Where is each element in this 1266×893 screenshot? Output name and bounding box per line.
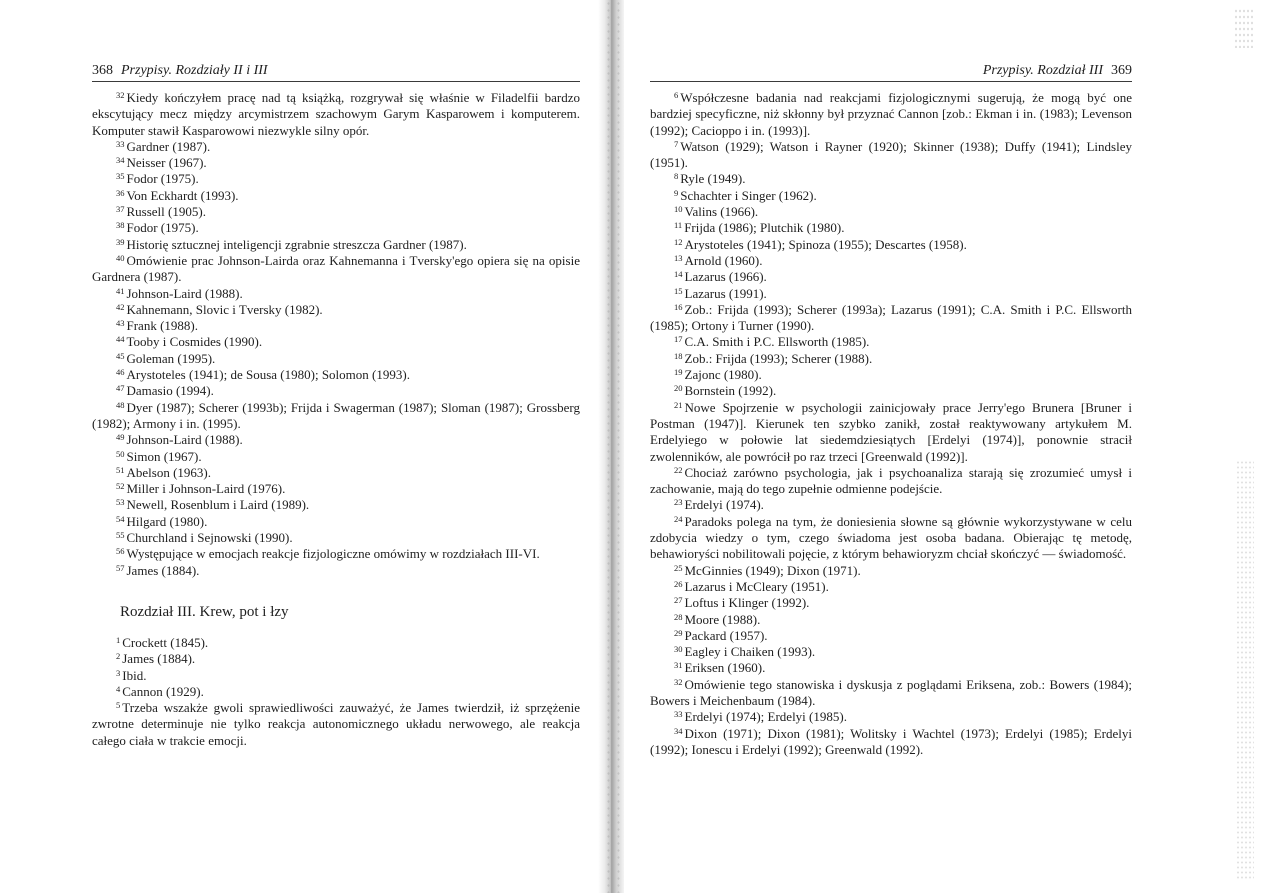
footnote-number: 38: [116, 220, 125, 231]
footnote: [650, 90, 1132, 139]
footnote-text: James (1884).: [126, 562, 200, 578]
footnote-text: Lazarus i McCleary (1951).: [684, 578, 829, 594]
footnote-text: Frank (1988).: [126, 318, 198, 334]
footnote-number: 21: [674, 399, 683, 410]
footnote-text: Dyer (1987); Scherer (1993b); Frijda i Swagerman (1987); Sloman (1987); Grossberg (1982); Armony i in. (1995).: [92, 399, 580, 431]
footnote-number: 50: [116, 448, 125, 459]
footnote-number: 35: [116, 171, 125, 182]
footnote-text: Newell, Rosenblum i Laird (1989).: [126, 497, 310, 513]
footnote-number: 24: [674, 513, 683, 524]
footnote: [650, 286, 1132, 302]
footnote: [92, 563, 580, 579]
footnote-number: 2: [116, 651, 121, 662]
footnote-text: Moore (1988).: [684, 611, 761, 627]
footnote-number: 20: [674, 383, 683, 394]
footnote: [92, 204, 580, 220]
footnotes-list: [650, 90, 1132, 758]
footnote-text: Damasio (1994).: [126, 383, 214, 399]
footnote: [92, 334, 580, 350]
footnote-text: Kiedy kończyłem pracę nad tą książką, rozgrywał się właśnie w Filadelfii bardzo ekscytujący mecz między arcymistrzem szachowym Garym Kasparowem i komputerem. Komputer stawił Kasparowowi niezwykle silny opór.: [92, 90, 580, 138]
footnote-number: 26: [674, 578, 683, 589]
footnote-number: 5: [116, 700, 121, 711]
left-page: [92, 62, 580, 749]
footnote-number: 28: [674, 611, 683, 622]
footnote-number: 53: [116, 497, 125, 508]
footnote-number: 19: [674, 367, 683, 378]
footnote: [650, 677, 1132, 710]
page-number: 369: [1111, 63, 1132, 78]
footnote: [650, 400, 1132, 465]
footnote-text: Dixon (1971); Dixon (1981); Wolitsky i Wachtel (1973); Erdelyi (1985); Erdelyi (1992); Ionescu i Erdelyi (1992); Greenwald (1992).: [650, 725, 1132, 757]
footnote-number: 40: [116, 252, 125, 263]
footnote-number: 7: [674, 138, 679, 149]
footnote: [92, 546, 580, 562]
footnote: [92, 497, 580, 513]
chapter-heading: Rozdział III. Krew, pot i łzy: [120, 603, 289, 620]
footnote: [650, 237, 1132, 253]
footnote: [650, 367, 1132, 383]
footnote: [92, 286, 580, 302]
footnote-number: 49: [116, 432, 125, 443]
footnote-number: 6: [674, 90, 679, 100]
footnote-number: 25: [674, 562, 683, 573]
footnote-text: Zajonc (1980).: [684, 367, 762, 383]
footnote-text: Loftus i Klinger (1992).: [684, 595, 810, 611]
footnote: [650, 334, 1132, 350]
footnote: [650, 253, 1132, 269]
gutter-scan-noise: [606, 0, 612, 893]
footnote-number: 9: [674, 187, 679, 198]
footnote: [92, 530, 580, 546]
footnote-text: Johnson-Laird (1988).: [126, 432, 243, 448]
footnote: [92, 383, 580, 399]
footnote: [650, 612, 1132, 628]
footnote: [92, 367, 580, 383]
footnote: [650, 139, 1132, 172]
footnote-number: 55: [116, 530, 125, 541]
footnote: [92, 90, 580, 139]
footnote-text: C.A. Smith i P.C. Ellsworth (1985).: [684, 334, 870, 350]
footnote: [650, 188, 1132, 204]
footnote-number: 45: [116, 350, 125, 361]
footnote-text: Trzeba wszakże gwoli sprawiedliwości zauważyć, że James twierdził, iż sprzężenie zwrotne determinuje nie tylko reakcja autonomicznego układu nerwowego, ale reakcja całego ciała w trakcie emocji.: [92, 700, 580, 748]
footnote-text: Eagley i Chaiken (1993).: [684, 644, 816, 660]
right-page: [650, 62, 1132, 758]
footnote-text: Russell (1905).: [126, 204, 206, 220]
footnote-number: 27: [674, 595, 683, 606]
footnote-number: 48: [116, 399, 125, 410]
footnote-number: 16: [674, 301, 683, 312]
footnote: [650, 269, 1132, 285]
footnote: [650, 709, 1132, 725]
running-head-right: [650, 62, 1132, 82]
footnote-text: Kahnemann, Slovic i Tversky (1982).: [126, 301, 323, 317]
scan-corner-noise: [1234, 8, 1254, 48]
footnote-number: 11: [674, 220, 683, 231]
footnote: [92, 351, 580, 367]
footnote: [650, 220, 1132, 236]
footnote-text: Arystoteles (1941); de Sousa (1980); Solomon (1993).: [126, 367, 410, 383]
footnote: [92, 220, 580, 236]
footnote: [650, 465, 1132, 498]
footnote-number: 39: [116, 236, 125, 247]
footnote: [650, 497, 1132, 513]
footnote-text: Lazarus (1991).: [684, 285, 767, 301]
footnote-text: Ryle (1949).: [680, 171, 746, 187]
footnote-text: Arnold (1960).: [684, 252, 763, 268]
footnote-number: 33: [116, 138, 125, 149]
footnote: [650, 726, 1132, 759]
footnote-number: 34: [116, 155, 125, 166]
footnote-text: Omówienie tego stanowiska i dyskusja z poglądami Eriksena, zob.: Bowers (1984); Bowers i Meichenbaum (1984).: [650, 676, 1132, 708]
footnote-text: Crockett (1845).: [122, 634, 209, 650]
footnote-text: Valins (1966).: [684, 204, 759, 220]
footnote-text: Bornstein (1992).: [684, 383, 777, 399]
footnote-text: Goleman (1995).: [126, 350, 216, 366]
footnote-number: 29: [674, 627, 683, 638]
footnotes-list: [92, 90, 580, 579]
footnote-number: 46: [116, 367, 125, 378]
footnote: [650, 595, 1132, 611]
footnote-text: Erdelyi (1974); Erdelyi (1985).: [684, 709, 847, 725]
footnote-text: James (1884).: [122, 651, 196, 667]
footnote-number: 14: [674, 269, 683, 280]
footnote-number: 43: [116, 318, 125, 329]
gutter-scan-noise: [616, 0, 622, 893]
footnote-number: 23: [674, 497, 683, 508]
footnote: [92, 318, 580, 334]
footnote-text: Występujące w emocjach reakcje fizjologiczne omówimy w rozdziałach III-VI.: [126, 546, 540, 562]
footnote-text: Zob.: Frijda (1993); Scherer (1988).: [684, 350, 873, 366]
footnote-text: Historię sztucznej inteligencji zgrabnie streszcza Gardner (1987).: [126, 236, 467, 252]
footnote-text: Współczesne badania nad reakcjami fizjologicznymi sugerują, że mogą być one bardziej specyficzne, niż skłonny był przyznać Cannon [zob.: Ekman i in. (1983); Levenson (1992); Cacioppo i in. (1993)].: [650, 90, 1132, 138]
footnote: [92, 465, 580, 481]
footnote-number: 33: [674, 709, 683, 720]
footnote-text: Zob.: Frijda (1993); Scherer (1993a); Lazarus (1991); C.A. Smith i P.C. Ellsworth (1985); Ortony i Turner (1990).: [650, 301, 1132, 334]
footnote-text: Frijda (1986); Plutchik (1980).: [684, 220, 845, 236]
footnote: [650, 660, 1132, 676]
footnote: [650, 171, 1132, 187]
footnote-number: 8: [674, 171, 679, 182]
footnote-number: 57: [116, 562, 125, 573]
running-head-left: [92, 62, 580, 82]
footnote: [92, 684, 580, 700]
footnote-text: McGinnies (1949); Dixon (1971).: [684, 562, 861, 578]
footnote-number: 36: [116, 187, 125, 198]
footnote-text: Gardner (1987).: [126, 138, 211, 154]
footnote-number: 32: [116, 90, 125, 100]
footnote-text: Omówienie prac Johnson-Lairda oraz Kahnemanna i Tversky'ego opiera się na opisie Gardnera (1987).: [92, 252, 580, 285]
footnote-number: 47: [116, 383, 125, 394]
footnote: [92, 651, 580, 667]
footnote-number: 15: [674, 285, 683, 296]
running-title: Przypisy. Rozdział III: [982, 63, 1103, 78]
footnote-text: Tooby i Cosmides (1990).: [126, 334, 263, 350]
footnote-text: Nowe Spojrzenie w psychologii zainicjowały prace Jerry'ego Brunera [Bruner i Postman (1947)]. Kierunek ten szybko zanikł, został reaktywowany artykułem M. Erdelyiego w połowie lat siedemdziesiątych [Erdelyi (1974)], ponownie stracił zwolenników, ale powrócił po raz trzeci [Greenwald (1992)].: [650, 399, 1132, 464]
footnote-text: Ibid.: [122, 667, 147, 683]
footnote: [650, 383, 1132, 399]
footnote-number: 1: [116, 634, 121, 645]
footnote: [650, 563, 1132, 579]
footnote-number: 30: [674, 644, 683, 655]
footnote-number: 42: [116, 301, 125, 312]
footnote-number: 12: [674, 236, 683, 247]
footnote: [650, 644, 1132, 660]
footnote-number: 56: [116, 546, 125, 557]
footnote-text: Schachter i Singer (1962).: [680, 187, 817, 203]
footnote: [92, 237, 580, 253]
footnote-number: 44: [116, 334, 125, 345]
footnote-number: 22: [674, 464, 683, 475]
footnote-text: Johnson-Laird (1988).: [126, 285, 243, 301]
footnote-text: Erdelyi (1974).: [684, 497, 764, 513]
footnote: [92, 635, 580, 651]
footnote: [92, 302, 580, 318]
footnote: [92, 139, 580, 155]
footnote: [92, 171, 580, 187]
footnote-number: 37: [116, 204, 125, 215]
footnote: [92, 700, 580, 749]
footnote-text: Fodor (1975).: [126, 171, 199, 187]
footnote: [92, 481, 580, 497]
footnote-number: 13: [674, 252, 683, 263]
footnote-number: 10: [674, 204, 683, 215]
footnote-number: 51: [116, 464, 125, 475]
footnote-number: 4: [116, 683, 121, 694]
footnote-text: Eriksen (1960).: [684, 660, 766, 676]
page-number: 368: [92, 63, 113, 78]
footnote: [650, 351, 1132, 367]
footnote: [650, 628, 1132, 644]
footnote-number: 3: [116, 667, 121, 678]
footnote-text: Lazarus (1966).: [684, 269, 767, 285]
footnote-text: Chociaż zarówno psychologia, jak i psychoanaliza starają się zrozumieć umysł i zachowanie, mają do tego zupełnie odmienne podejście.: [650, 464, 1132, 497]
footnote-text: Von Eckhardt (1993).: [126, 187, 239, 203]
footnote-text: Miller i Johnson-Laird (1976).: [126, 481, 286, 497]
footnote-number: 41: [116, 285, 125, 296]
footnote: [650, 579, 1132, 595]
footnote: [92, 432, 580, 448]
footnote: [92, 400, 580, 433]
footnote-number: 17: [674, 334, 683, 345]
footnote-text: Packard (1957).: [684, 627, 768, 643]
footnote-text: Watson (1929); Watson i Rayner (1920); Skinner (1938); Duffy (1941); Lindsley (1951).: [650, 138, 1132, 171]
footnote-text: Cannon (1929).: [122, 683, 204, 699]
footnote-number: 32: [674, 676, 683, 687]
footnote: [650, 514, 1132, 563]
footnote-number: 18: [674, 350, 683, 361]
footnote-number: 31: [674, 660, 683, 671]
footnote: [650, 204, 1132, 220]
footnote-number: 34: [674, 725, 683, 736]
footnote-text: Abelson (1963).: [126, 464, 211, 480]
footnote-number: 54: [116, 513, 125, 524]
footnote-text: Paradoks polega na tym, że doniesienia słowne są głównie wykorzystywane w celu zdobycia wiedzy o tym, czego świadoma jest osoba badana. Obierając tę metodę, behawioryści nobilitowali pojęcie, z którym behawioryzm chciał skończyć — świadomość.: [650, 513, 1132, 562]
margin-scan-noise: [1236, 460, 1254, 880]
footnote: [92, 514, 580, 530]
footnotes-list: [92, 635, 580, 749]
footnote-text: Fodor (1975).: [126, 220, 199, 236]
footnote: [92, 155, 580, 171]
footnote-text: Arystoteles (1941); Spinoza (1955); Descartes (1958).: [684, 236, 967, 252]
footnote: [650, 302, 1132, 335]
running-title: Przypisy. Rozdziały II i III: [121, 63, 268, 78]
footnote: [92, 449, 580, 465]
footnote: [92, 188, 580, 204]
footnote-number: 52: [116, 481, 125, 492]
footnote-text: Neisser (1967).: [126, 155, 207, 171]
footnote: [92, 668, 580, 684]
footnote-text: Churchland i Sejnowski (1990).: [126, 530, 293, 546]
footnote-text: Simon (1967).: [126, 448, 202, 464]
footnote: [92, 253, 580, 286]
footnote-text: Hilgard (1980).: [126, 513, 208, 529]
